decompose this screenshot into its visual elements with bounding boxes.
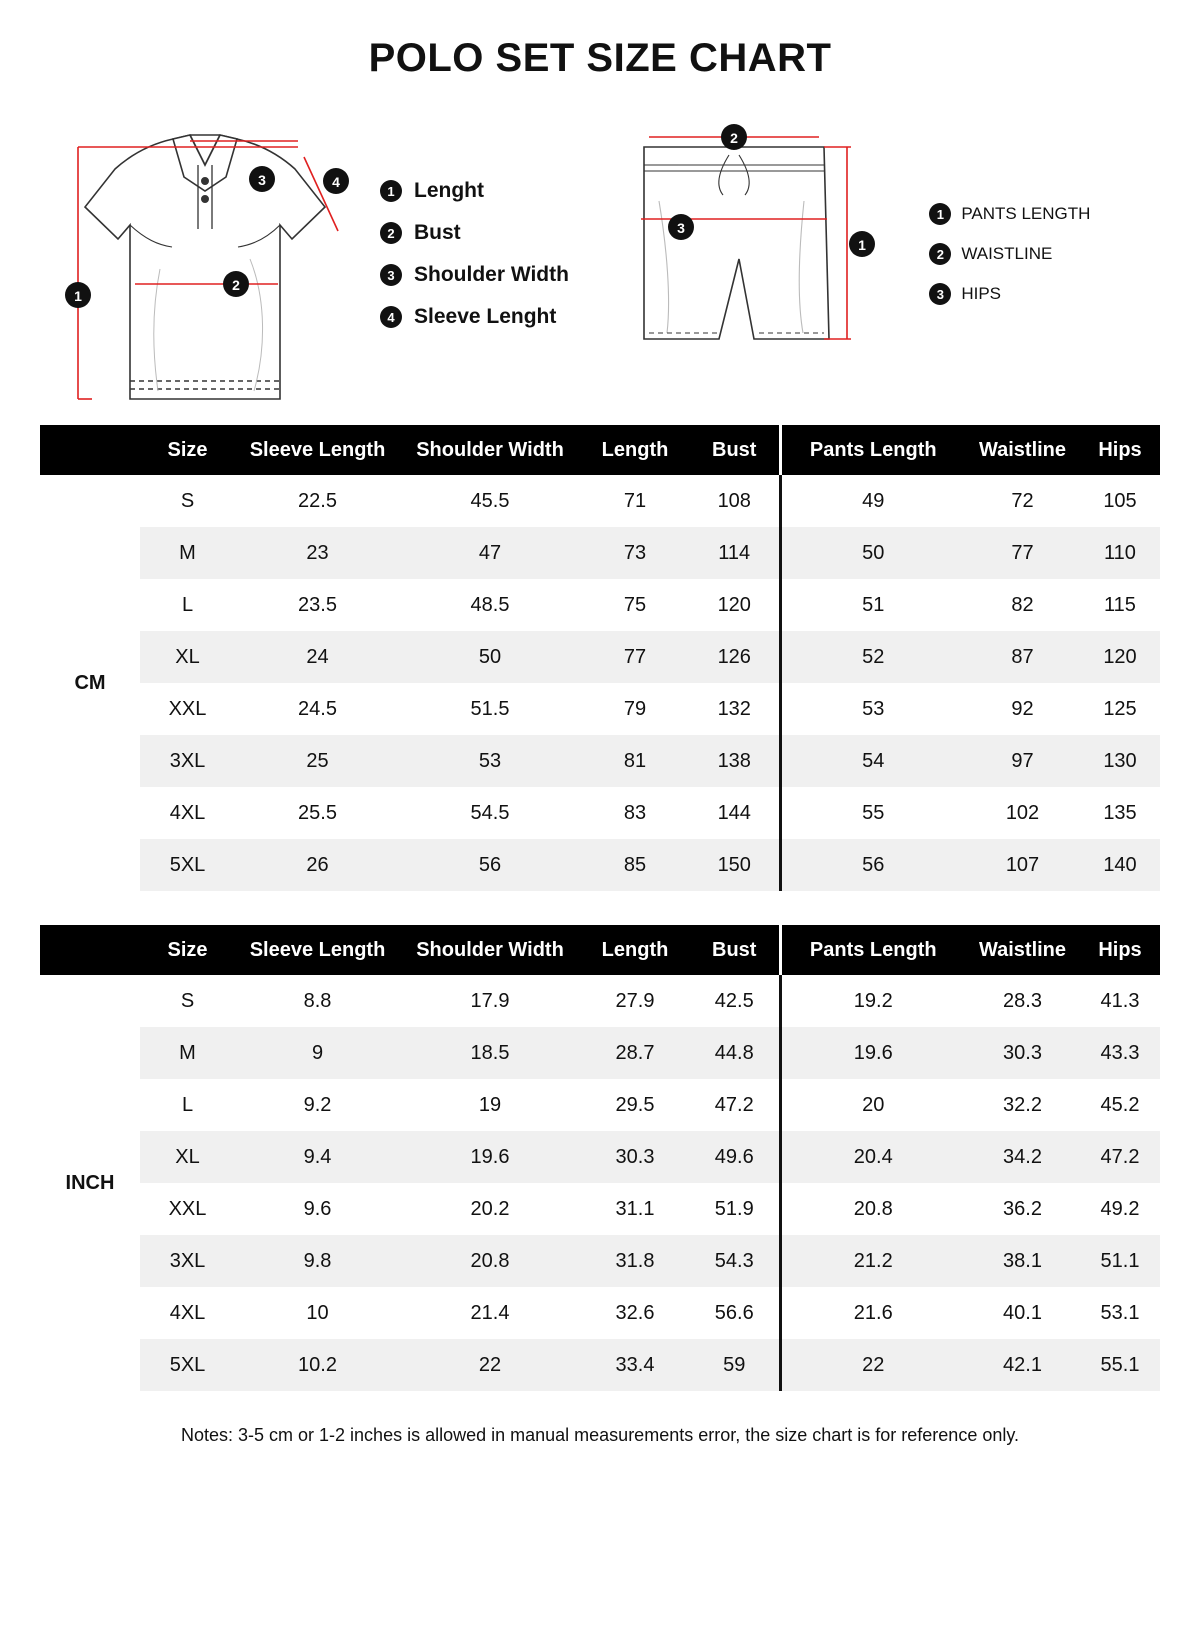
table-body — [40, 975, 1160, 1391]
measure-cell: 81 — [580, 735, 690, 787]
measure-cell: 52 — [780, 631, 965, 683]
measure-cell: 9 — [235, 1027, 400, 1079]
size-cell: XL — [140, 1131, 235, 1183]
table-head — [40, 925, 1160, 975]
svg-text:3: 3 — [258, 172, 266, 188]
table-row — [40, 1287, 1160, 1339]
polo-diagram-block — [40, 89, 619, 419]
polo-legend — [380, 179, 569, 329]
inch-table-wrap — [0, 925, 1200, 1391]
measure-cell: 132 — [690, 683, 780, 735]
measure-cell: 73 — [580, 527, 690, 579]
table-row — [40, 1079, 1160, 1131]
table-row — [40, 1027, 1160, 1079]
svg-text:2: 2 — [730, 130, 739, 146]
legend-item-bust — [380, 221, 569, 245]
measure-cell: 28.3 — [965, 975, 1080, 1027]
measure-cell: 56 — [400, 839, 580, 891]
svg-text:3: 3 — [677, 220, 686, 236]
table-row — [40, 579, 1160, 631]
measure-cell: 10.2 — [235, 1339, 400, 1391]
column-header-size: Size — [140, 925, 235, 975]
measure-cell: 42.1 — [965, 1339, 1080, 1391]
legend-label-waistline: WAISTLINE — [961, 244, 1053, 263]
measure-cell: 144 — [690, 787, 780, 839]
measure-cell: 20.2 — [400, 1183, 580, 1235]
measure-cell: 24 — [235, 631, 400, 683]
measure-cell: 31.8 — [580, 1235, 690, 1287]
bullet-3-icon: 3 — [380, 264, 402, 286]
measure-cell: 22 — [400, 1339, 580, 1391]
table-row — [40, 1339, 1160, 1391]
measure-cell: 49 — [780, 475, 965, 527]
bullet-2-icon: 2 — [929, 243, 951, 265]
size-cell: 5XL — [140, 839, 235, 891]
polo-shirt-illustration — [40, 99, 370, 409]
cm-table-wrap — [0, 425, 1200, 891]
measure-cell: 50 — [780, 527, 965, 579]
measure-cell: 126 — [690, 631, 780, 683]
measure-cell: 54.3 — [690, 1235, 780, 1287]
measure-cell: 26 — [235, 839, 400, 891]
bullet-1-icon: 1 — [380, 180, 402, 202]
measure-cell: 17.9 — [400, 975, 580, 1027]
measure-cell: 54 — [780, 735, 965, 787]
measure-cell: 97 — [965, 735, 1080, 787]
legend-item-waistline — [929, 243, 1090, 265]
measure-cell: 107 — [965, 839, 1080, 891]
measure-cell: 42.5 — [690, 975, 780, 1027]
measure-cell: 30.3 — [580, 1131, 690, 1183]
measure-cell: 47.2 — [690, 1079, 780, 1131]
measure-cell: 41.3 — [1080, 975, 1160, 1027]
measure-cell: 72 — [965, 475, 1080, 527]
measure-cell: 82 — [965, 579, 1080, 631]
legend-item-length — [380, 179, 569, 203]
measure-cell: 28.7 — [580, 1027, 690, 1079]
measure-cell: 18.5 — [400, 1027, 580, 1079]
measure-cell: 22.5 — [235, 475, 400, 527]
measure-cell: 150 — [690, 839, 780, 891]
measure-cell: 24.5 — [235, 683, 400, 735]
bullet-4-icon: 4 — [380, 306, 402, 328]
table-row — [40, 735, 1160, 787]
measure-cell: 20.8 — [400, 1235, 580, 1287]
legend-item-sleeve-length — [380, 305, 569, 329]
measure-cell: 40.1 — [965, 1287, 1080, 1339]
measure-cell: 44.8 — [690, 1027, 780, 1079]
svg-text:4: 4 — [332, 174, 340, 190]
size-cell: M — [140, 1027, 235, 1079]
measure-cell: 47 — [400, 527, 580, 579]
column-header-sleeve-length: Sleeve Length — [235, 925, 400, 975]
legend-label-hips: HIPS — [961, 284, 1001, 303]
measure-cell: 45.5 — [400, 475, 580, 527]
measure-cell: 53 — [400, 735, 580, 787]
size-cell: 3XL — [140, 735, 235, 787]
measure-cell: 38.1 — [965, 1235, 1080, 1287]
column-header-hips: Hips — [1080, 925, 1160, 975]
bullet-1-icon: 1 — [929, 203, 951, 225]
unit-header-cell — [40, 925, 140, 975]
measure-cell: 51 — [780, 579, 965, 631]
table-row — [40, 1235, 1160, 1287]
legend-item-shoulder-width — [380, 263, 569, 287]
column-header-hips: Hips — [1080, 425, 1160, 475]
measure-cell: 21.2 — [780, 1235, 965, 1287]
measure-cell: 25.5 — [235, 787, 400, 839]
measure-cell: 53.1 — [1080, 1287, 1160, 1339]
measure-cell: 32.2 — [965, 1079, 1080, 1131]
measure-cell: 114 — [690, 527, 780, 579]
measure-cell: 49.6 — [690, 1131, 780, 1183]
size-cell: XL — [140, 631, 235, 683]
table-row — [40, 683, 1160, 735]
column-header-waistline: Waistline — [965, 425, 1080, 475]
measure-cell: 51.9 — [690, 1183, 780, 1235]
measure-cell: 20.8 — [780, 1183, 965, 1235]
size-table-inch — [40, 925, 1160, 1391]
notes-text: Notes: 3-5 cm or 1-2 inches is allowed in manual measurements error, the size chart is for reference only. — [180, 1425, 1020, 1445]
measure-cell: 130 — [1080, 735, 1160, 787]
measure-cell: 54.5 — [400, 787, 580, 839]
table-row — [40, 631, 1160, 683]
svg-text:1: 1 — [858, 237, 867, 253]
size-cell: S — [140, 475, 235, 527]
measure-cell: 30.3 — [965, 1027, 1080, 1079]
measure-cell: 138 — [690, 735, 780, 787]
table-row — [40, 1183, 1160, 1235]
column-header-pants-length: Pants Length — [780, 425, 965, 475]
diagrams-section — [0, 89, 1200, 419]
size-cell: XXL — [140, 683, 235, 735]
size-cell: S — [140, 975, 235, 1027]
legend-label-shoulder-width: Shoulder Width — [414, 263, 569, 286]
size-cell: XXL — [140, 1183, 235, 1235]
measure-cell: 33.4 — [580, 1339, 690, 1391]
measure-cell: 45.2 — [1080, 1079, 1160, 1131]
legend-label-sleeve-length: Sleeve Lenght — [414, 305, 557, 328]
measure-cell: 25 — [235, 735, 400, 787]
measure-cell: 49.2 — [1080, 1183, 1160, 1235]
measure-cell: 79 — [580, 683, 690, 735]
measure-cell: 115 — [1080, 579, 1160, 631]
column-header-shoulder-width: Shoulder Width — [400, 425, 580, 475]
column-header-sleeve-length: Sleeve Length — [235, 425, 400, 475]
legend-item-pants-length — [929, 203, 1090, 225]
measure-cell: 10 — [235, 1287, 400, 1339]
measure-cell: 21.6 — [780, 1287, 965, 1339]
measure-cell: 53 — [780, 683, 965, 735]
measure-cell: 8.8 — [235, 975, 400, 1027]
measure-cell: 105 — [1080, 475, 1160, 527]
page-title: POLO SET SIZE CHART — [368, 36, 832, 80]
table-header-row — [40, 925, 1160, 975]
measure-cell: 29.5 — [580, 1079, 690, 1131]
measure-cell: 22 — [780, 1339, 965, 1391]
measure-cell: 34.2 — [965, 1131, 1080, 1183]
size-cell: 4XL — [140, 787, 235, 839]
measure-cell: 85 — [580, 839, 690, 891]
measure-cell: 27.9 — [580, 975, 690, 1027]
size-cell: L — [140, 1079, 235, 1131]
measure-cell: 9.8 — [235, 1235, 400, 1287]
measure-cell: 19.2 — [780, 975, 965, 1027]
table-head — [40, 425, 1160, 475]
measure-cell: 19.6 — [400, 1131, 580, 1183]
measure-cell: 43.3 — [1080, 1027, 1160, 1079]
column-header-bust: Bust — [690, 925, 780, 975]
size-cell: M — [140, 527, 235, 579]
size-cell: L — [140, 579, 235, 631]
measure-cell: 20.4 — [780, 1131, 965, 1183]
measure-cell: 55 — [780, 787, 965, 839]
unit-label-cm: CM — [40, 475, 140, 891]
measure-cell: 48.5 — [400, 579, 580, 631]
measure-cell: 87 — [965, 631, 1080, 683]
unit-header-cell — [40, 425, 140, 475]
measure-cell: 47.2 — [1080, 1131, 1160, 1183]
measure-cell: 102 — [965, 787, 1080, 839]
column-header-shoulder-width: Shoulder Width — [400, 925, 580, 975]
measure-cell: 9.4 — [235, 1131, 400, 1183]
column-header-size: Size — [140, 425, 235, 475]
measure-cell: 77 — [965, 527, 1080, 579]
table-row — [40, 527, 1160, 579]
measure-cell: 21.4 — [400, 1287, 580, 1339]
legend-label-bust: Bust — [414, 221, 461, 244]
column-header-length: Length — [580, 925, 690, 975]
table-body — [40, 475, 1160, 891]
measure-cell: 51.1 — [1080, 1235, 1160, 1287]
measure-cell: 125 — [1080, 683, 1160, 735]
measure-cell: 55.1 — [1080, 1339, 1160, 1391]
table-row — [40, 1131, 1160, 1183]
measure-cell: 56.6 — [690, 1287, 780, 1339]
table-row — [40, 975, 1160, 1027]
measure-cell: 140 — [1080, 839, 1160, 891]
size-cell: 4XL — [140, 1287, 235, 1339]
measure-cell: 36.2 — [965, 1183, 1080, 1235]
bullet-3-icon: 3 — [929, 283, 951, 305]
measure-cell: 108 — [690, 475, 780, 527]
table-header-row — [40, 425, 1160, 475]
measure-cell: 31.1 — [580, 1183, 690, 1235]
size-table-cm — [40, 425, 1160, 891]
table-row — [40, 839, 1160, 891]
size-cell: 3XL — [140, 1235, 235, 1287]
svg-text:1: 1 — [74, 288, 82, 304]
unit-label-inch: INCH — [40, 975, 140, 1391]
svg-text:2: 2 — [232, 277, 240, 293]
measure-cell: 23.5 — [235, 579, 400, 631]
shorts-diagram-block — [619, 89, 1160, 419]
measure-cell: 32.6 — [580, 1287, 690, 1339]
column-header-bust: Bust — [690, 425, 780, 475]
bullet-2-icon: 2 — [380, 222, 402, 244]
measure-cell: 56 — [780, 839, 965, 891]
measure-cell: 110 — [1080, 527, 1160, 579]
legend-label-pants-length: PANTS LENGTH — [961, 204, 1091, 223]
measure-cell: 19 — [400, 1079, 580, 1131]
measure-cell: 9.2 — [235, 1079, 400, 1131]
measure-cell: 135 — [1080, 787, 1160, 839]
measure-cell: 59 — [690, 1339, 780, 1391]
measure-cell: 51.5 — [400, 683, 580, 735]
measure-cell: 120 — [690, 579, 780, 631]
measure-cell: 71 — [580, 475, 690, 527]
table-row — [40, 475, 1160, 527]
measure-cell: 77 — [580, 631, 690, 683]
legend-label-length: Lenght — [414, 179, 484, 202]
measure-cell: 9.6 — [235, 1183, 400, 1235]
column-header-length: Length — [580, 425, 690, 475]
measure-cell: 83 — [580, 787, 690, 839]
measure-cell: 120 — [1080, 631, 1160, 683]
size-cell: 5XL — [140, 1339, 235, 1391]
measure-cell: 75 — [580, 579, 690, 631]
measure-cell: 23 — [235, 527, 400, 579]
size-chart-page — [0, 36, 1200, 1636]
column-header-waistline: Waistline — [965, 925, 1080, 975]
shorts-legend — [929, 203, 1090, 305]
measure-cell: 92 — [965, 683, 1080, 735]
shorts-illustration — [619, 109, 919, 399]
measure-cell: 19.6 — [780, 1027, 965, 1079]
legend-item-hips — [929, 283, 1090, 305]
measure-cell: 20 — [780, 1079, 965, 1131]
column-header-pants-length: Pants Length — [780, 925, 965, 975]
table-row — [40, 787, 1160, 839]
measure-cell: 50 — [400, 631, 580, 683]
